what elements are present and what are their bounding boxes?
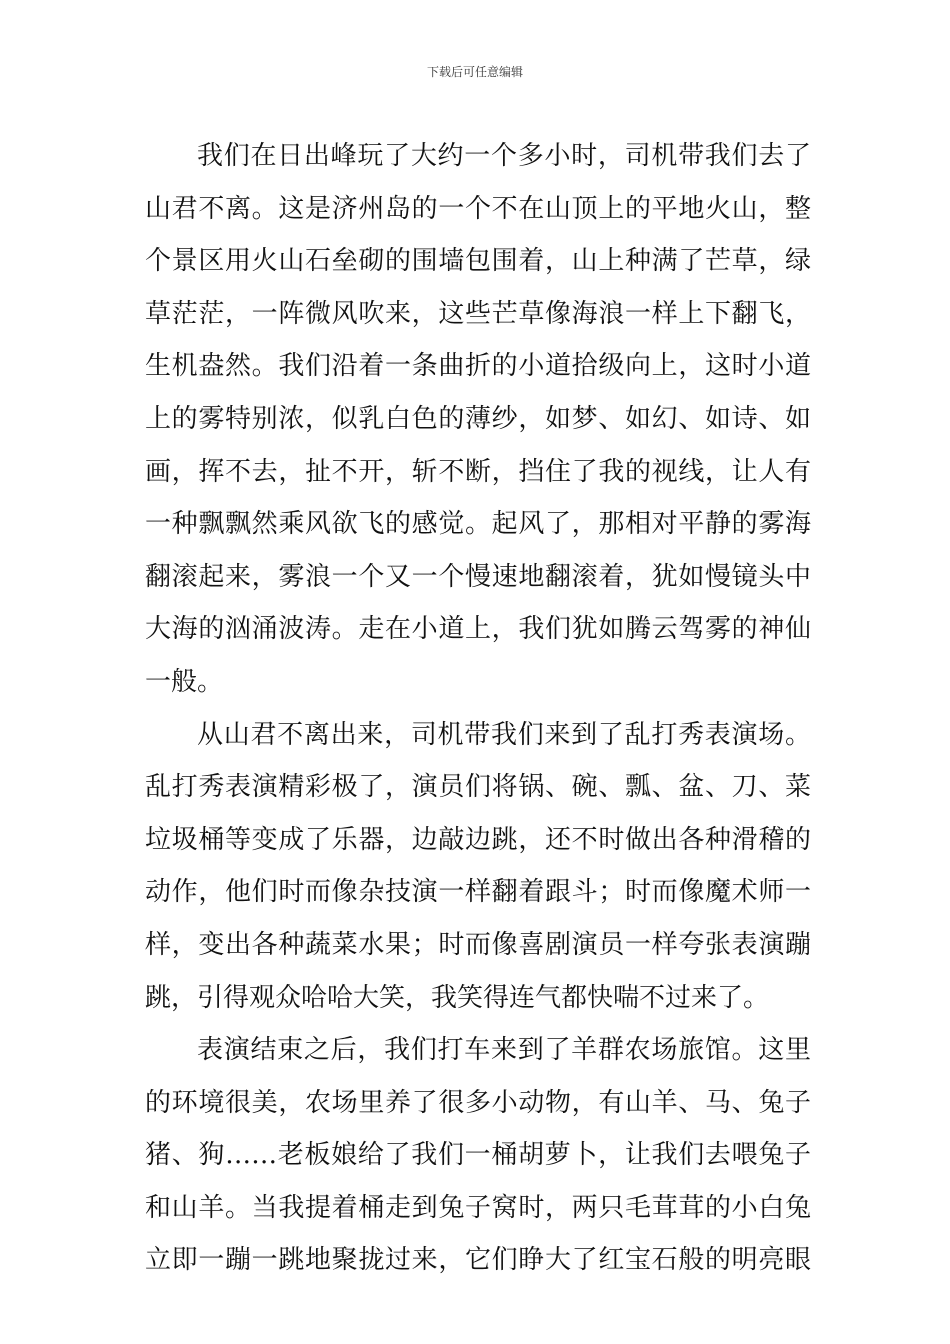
text-line: 动作，他们时而像杂技演一样翻着跟斗；时而像魔术师一 bbox=[145, 877, 811, 908]
text-line: 和山羊。当我提着桶走到兔子窝时，两只毛茸茸的小白兔 bbox=[145, 1192, 811, 1223]
text-line: 乱打秀表演精彩极了，演员们将锅、碗、瓢、盆、刀、菜 bbox=[145, 772, 811, 803]
text-line: 猪、狗……老板娘给了我们一桶胡萝卜，让我们去喂兔子 bbox=[145, 1140, 811, 1171]
text-line: 我们在日出峰玩了大约一个多小时，司机带我们去了 bbox=[197, 141, 811, 171]
text-line: 样，变出各种蔬菜水果；时而像喜剧演员一样夸张表演蹦 bbox=[145, 929, 811, 960]
text-line: 一般。 bbox=[145, 666, 224, 697]
text-line: 山君不离。这是济州岛的一个不在山顶上的平地火山，整 bbox=[145, 193, 811, 224]
text-line: 草茫茫，一阵微风吹来，这些芒草像海浪一样上下翻飞， bbox=[145, 298, 811, 329]
text-line: 画，挥不去，扯不开，斩不断，挡住了我的视线，让人有 bbox=[145, 456, 811, 487]
text-line: 表演结束之后，我们打车来到了羊群农场旅馆。这里 bbox=[197, 1035, 811, 1066]
text-line: 从山君不离出来，司机带我们来到了乱打秀表演场。 bbox=[197, 719, 811, 750]
document-body bbox=[145, 130, 811, 1287]
paragraph-3 bbox=[145, 1024, 811, 1287]
text-line: 跳，引得观众哈哈大笑，我笑得连气都快喘不过来了。 bbox=[145, 982, 770, 1013]
text-line: 生机盎然。我们沿着一条曲折的小道拾级向上，这时小道 bbox=[145, 351, 811, 382]
text-line: 个景区用火山石垒砌的围墙包围着，山上种满了芒草，绿 bbox=[145, 246, 811, 277]
page-header: 下载后可任意编辑 bbox=[426, 65, 523, 79]
text-line: 大海的汹涌波涛。走在小道上，我们犹如腾云驾雾的神仙 bbox=[145, 614, 811, 645]
text-line: 上的雾特别浓，似乳白色的薄纱，如梦、如幻、如诗、如 bbox=[145, 403, 811, 434]
text-line: 立即一蹦一跳地聚拢过来，它们睁大了红宝石般的明亮眼 bbox=[145, 1245, 811, 1276]
text-line: 的环境很美，农场里养了很多小动物，有山羊、马、兔子 bbox=[145, 1087, 811, 1118]
text-line: 垃圾桶等变成了乐器，边敲边跳，还不时做出各种滑稽的 bbox=[145, 824, 811, 855]
text-line: 翻滚起来，雾浪一个又一个慢速地翻滚着，犹如慢镜头中 bbox=[145, 561, 811, 592]
text-line: 一种飘飘然乘风欲飞的感觉。起风了，那相对平静的雾海 bbox=[145, 509, 811, 540]
paragraph-2 bbox=[145, 709, 811, 1025]
paragraph-1 bbox=[145, 130, 811, 709]
